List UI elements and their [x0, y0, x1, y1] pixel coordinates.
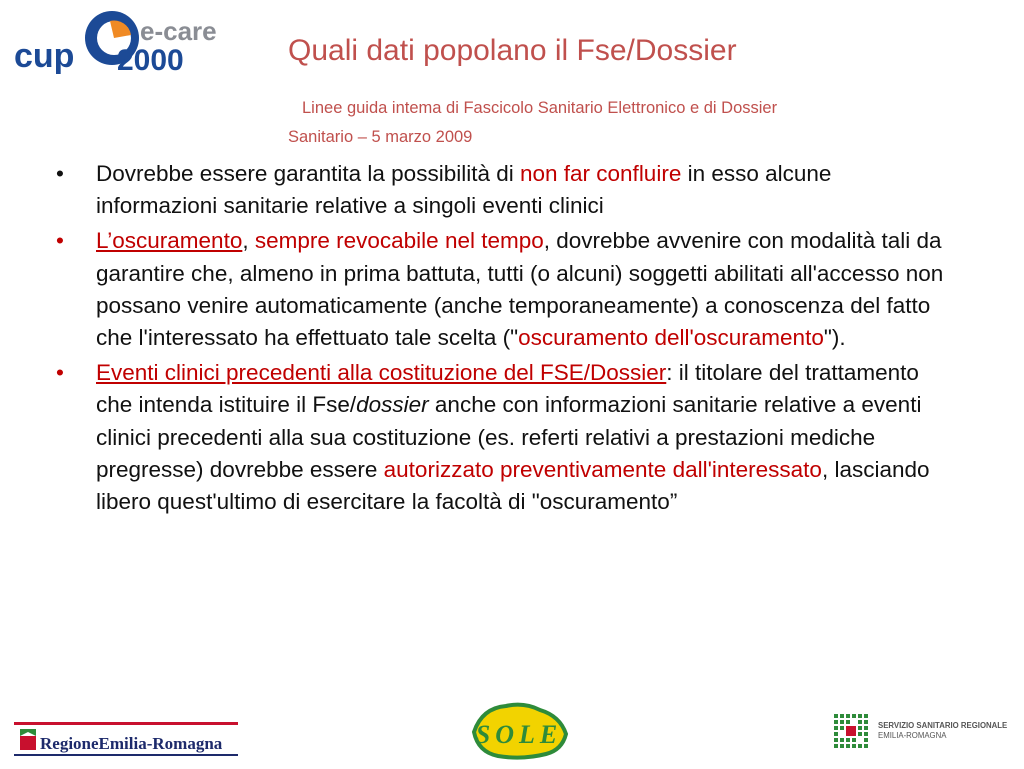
bullet-item-2: [56, 225, 956, 354]
logo-text-ecare: e-care: [140, 16, 217, 46]
bullet-3-highlight: autorizzato preventivamente dall'interessato: [383, 456, 822, 482]
rer-logo-graphic: [14, 722, 246, 760]
bullet-3-underlined-term: Eventi clinici precedenti alla costituzione del FSE/Dossier: [96, 360, 667, 386]
bullet-3-italic: dossier: [356, 392, 429, 418]
sole-logo-text: SOLE: [475, 720, 563, 749]
bullet-3-text-b: anche con informazioni sanitarie relative a eventi clinici precedenti alla sua costituzione (es. referti relativi a prestazioni mediche pregresse) dovrebbe essere: [96, 392, 922, 482]
rer-red-line: [14, 722, 238, 725]
sole-logo-graphic: [462, 698, 576, 764]
bullet-3-text-c: , lasciando libero quest'ultimo di esercitare la facoltà di "oscuramento”: [96, 456, 930, 515]
subtitle-line-2: Sanitario – 5 marzo 2009: [288, 128, 473, 146]
bullet-1-highlight: non far confluire: [519, 161, 682, 186]
cup2000-ecare-logo: [14, 8, 254, 74]
logo-text-2000: 2000: [117, 44, 184, 74]
ssr-logo-line1: SERVIZIO SANITARIO REGIONALE: [878, 721, 1008, 730]
bullet-1-text-b: in esso alcune informazioni sanitarie relative a singoli eventi clinici: [96, 161, 832, 219]
rer-red-block: [20, 736, 36, 750]
bullet-item-1: [56, 158, 956, 222]
bullet-2-underlined-term: L’oscuramento: [96, 228, 243, 254]
bullet-list: [56, 158, 956, 521]
slide-subtitle: [288, 94, 928, 152]
logo-graphic: [14, 8, 254, 74]
logo-text-cup: cup: [14, 37, 75, 74]
bullet-dot: •: [56, 360, 64, 386]
bullet-1-text-a: Dovrebbe essere garantita la possibilità di: [96, 161, 520, 186]
rer-logo-text: RegioneEmilia-Romagna: [40, 734, 223, 753]
bullet-2-highlight-2: oscuramento dell'oscuramento: [518, 325, 824, 351]
bullet-2-text-b: , dovrebbe avvenire con modalità tali da garantire che, almeno in prima battuta, tutti (o alcuni) soggetti abilitati all'accesso non possano venire automaticamente (anche temporaneamente) a conoscenza del fatto che l'interessato ha effettuato tale scelta (": [96, 228, 944, 351]
subtitle-line-1: Linee guida intema di Fascicolo Sanitario Elettronico e di Dossier: [302, 99, 778, 117]
sole-logo: [462, 698, 576, 764]
ssr-logo-graphic: [832, 712, 1018, 756]
bullet-3-text-a: : il titolare del trattamento che intenda istituire il Fse/: [96, 360, 919, 418]
servizio-sanitario-regionale-logo: [832, 712, 1018, 756]
regione-emilia-romagna-logo: [14, 722, 246, 760]
bullet-dot: •: [56, 228, 64, 254]
bullet-dot: •: [56, 161, 64, 186]
slide-title: Quali dati popolano il Fse/Dossier: [288, 34, 737, 67]
bullet-item-3: [56, 357, 956, 518]
bullet-2-highlight-1: sempre revocabile nel tempo: [254, 228, 544, 254]
ssr-logo-line2: EMILIA-ROMAGNA: [878, 731, 947, 740]
ssr-red-cross: [846, 726, 856, 736]
rer-blue-line: [14, 754, 238, 756]
rer-green-flag: [20, 729, 36, 736]
bullet-2-text-c: ").: [823, 325, 846, 351]
bullet-2-text-a: ,: [242, 228, 255, 254]
